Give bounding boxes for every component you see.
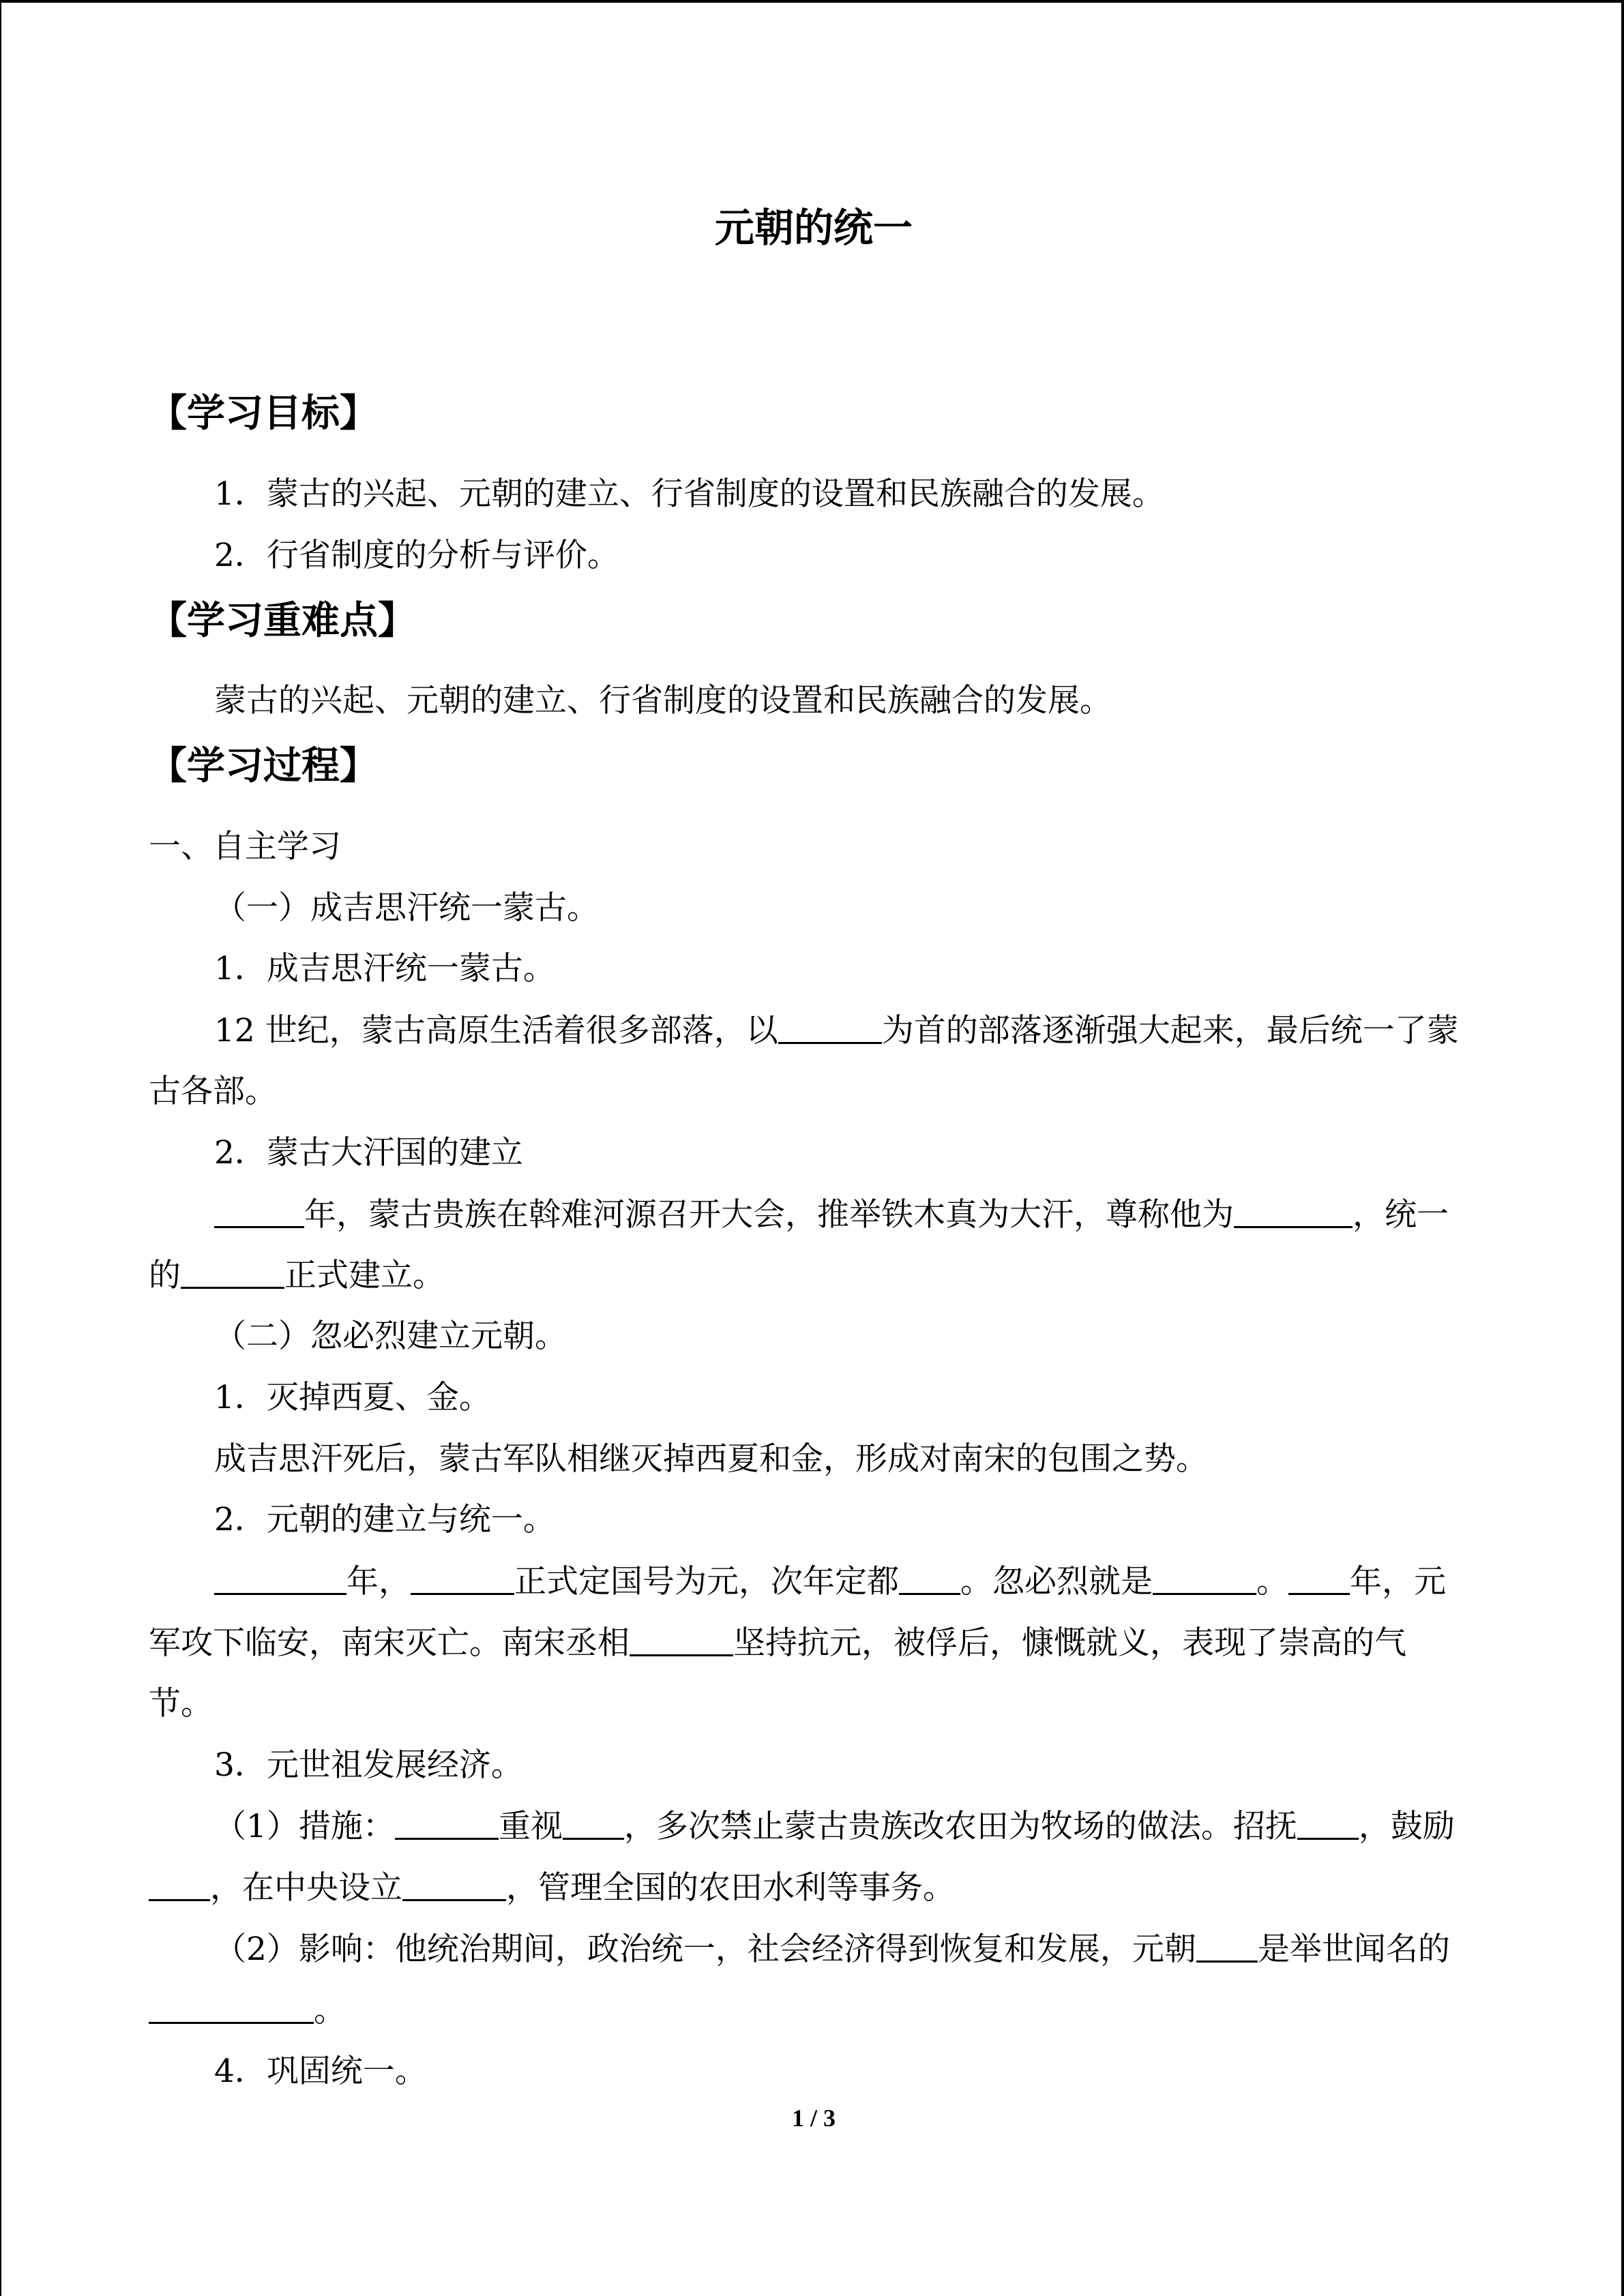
item-3-title: 1．灭掉西夏、金。 bbox=[214, 1379, 491, 1416]
fill-blank[interactable] bbox=[149, 1991, 314, 2024]
item-5-title: 3．元世祖发展经济。 bbox=[214, 1746, 523, 1784]
item-5-measures: （1）措施： 重视 ，多次禁止蒙古贵族改农田为牧场的做法。招抚 ，鼓励 bbox=[214, 1807, 1455, 1845]
objective-1: 1．蒙古的兴起、元朝的建立、行省制度的设置和民族融合的发展。 bbox=[214, 475, 1164, 513]
item-6-title: 4．巩固统一。 bbox=[214, 2053, 427, 2090]
page-left-border bbox=[0, 0, 1, 2296]
fill-blank[interactable] bbox=[630, 1624, 733, 1656]
subsection-1-heading: （一）成吉思汗统一蒙古。 bbox=[214, 889, 599, 927]
subsection-2-heading: （二）忽必烈建立元朝。 bbox=[214, 1317, 567, 1355]
fill-blank[interactable] bbox=[411, 1562, 514, 1595]
item-4-title: 2．元朝的建立与统一。 bbox=[214, 1501, 555, 1538]
item-5-impact: （2）影响：他统治期间，政治统一，社会经济得到恢复和发展，元朝 是举世闻名的 bbox=[214, 1930, 1450, 1968]
item-5-impact-cont: 。 bbox=[149, 1991, 346, 2030]
item-1-paragraph-cont: 古各部。 bbox=[149, 1073, 277, 1110]
page-title: 元朝的统一 bbox=[714, 205, 913, 251]
heading-process: 【学习过程】 bbox=[149, 743, 378, 788]
page-right-border bbox=[1621, 0, 1624, 2296]
fill-blank[interactable] bbox=[214, 1195, 304, 1228]
item-4-paragraph: 年， 正式定国号为元，次年定都 。忽必烈就是 。 年，元 bbox=[214, 1562, 1446, 1601]
item-3-paragraph: 成吉思汗死后，蒙古军队相继灭掉西夏和金，形成对南宋的包围之势。 bbox=[214, 1440, 1208, 1478]
page-number: 1 / 3 bbox=[791, 2104, 836, 2132]
heading-key-points: 【学习重难点】 bbox=[149, 598, 416, 643]
item-4-paragraph-cont: 军攻下临安，南宋灭亡。南宋丞相 坚持抗元，被俘后，慷慨就义，表现了崇高的气 bbox=[149, 1624, 1406, 1662]
fill-blank[interactable] bbox=[1297, 1807, 1359, 1840]
page-top-border bbox=[0, 0, 1624, 3]
fill-blank[interactable] bbox=[214, 1562, 346, 1595]
fill-blank[interactable] bbox=[899, 1562, 960, 1595]
item-1-title: 1．成吉思汗统一蒙古。 bbox=[214, 950, 555, 987]
item-2-paragraph-cont: 的 正式建立。 bbox=[149, 1256, 445, 1294]
fill-blank[interactable] bbox=[402, 1868, 506, 1901]
item-1-paragraph: 12 世纪，蒙古高原生活着很多部落，以 为首的部落逐渐强大起来，最后统一了蒙 bbox=[214, 1011, 1459, 1049]
fill-blank[interactable] bbox=[1288, 1562, 1350, 1595]
fill-blank[interactable] bbox=[1153, 1562, 1256, 1595]
fill-blank[interactable] bbox=[778, 1011, 882, 1044]
item-4-paragraph-end: 节。 bbox=[149, 1685, 213, 1723]
fill-blank[interactable] bbox=[1234, 1195, 1353, 1228]
fill-blank[interactable] bbox=[395, 1807, 499, 1840]
heading-objectives: 【学习目标】 bbox=[149, 391, 378, 436]
fill-blank[interactable] bbox=[181, 1256, 284, 1289]
fill-blank[interactable] bbox=[149, 1868, 210, 1901]
objective-2: 2．行省制度的分析与评价。 bbox=[214, 537, 619, 574]
item-2-paragraph: 年，蒙古贵族在斡难河源召开大会，推举铁木真为大汗，尊称他为 ，统一 bbox=[214, 1195, 1449, 1234]
key-points-text: 蒙古的兴起、元朝的建立、行省制度的设置和民族融合的发展。 bbox=[214, 682, 1112, 719]
item-2-title: 2．蒙古大汗国的建立 bbox=[214, 1134, 523, 1172]
item-5-measures-cont: ，在中央设立 ，管理全国的农田水利等事务。 bbox=[149, 1868, 955, 1907]
fill-blank[interactable] bbox=[1196, 1930, 1258, 1963]
part-1-heading: 一、自主学习 bbox=[149, 828, 341, 865]
fill-blank[interactable] bbox=[563, 1807, 624, 1840]
